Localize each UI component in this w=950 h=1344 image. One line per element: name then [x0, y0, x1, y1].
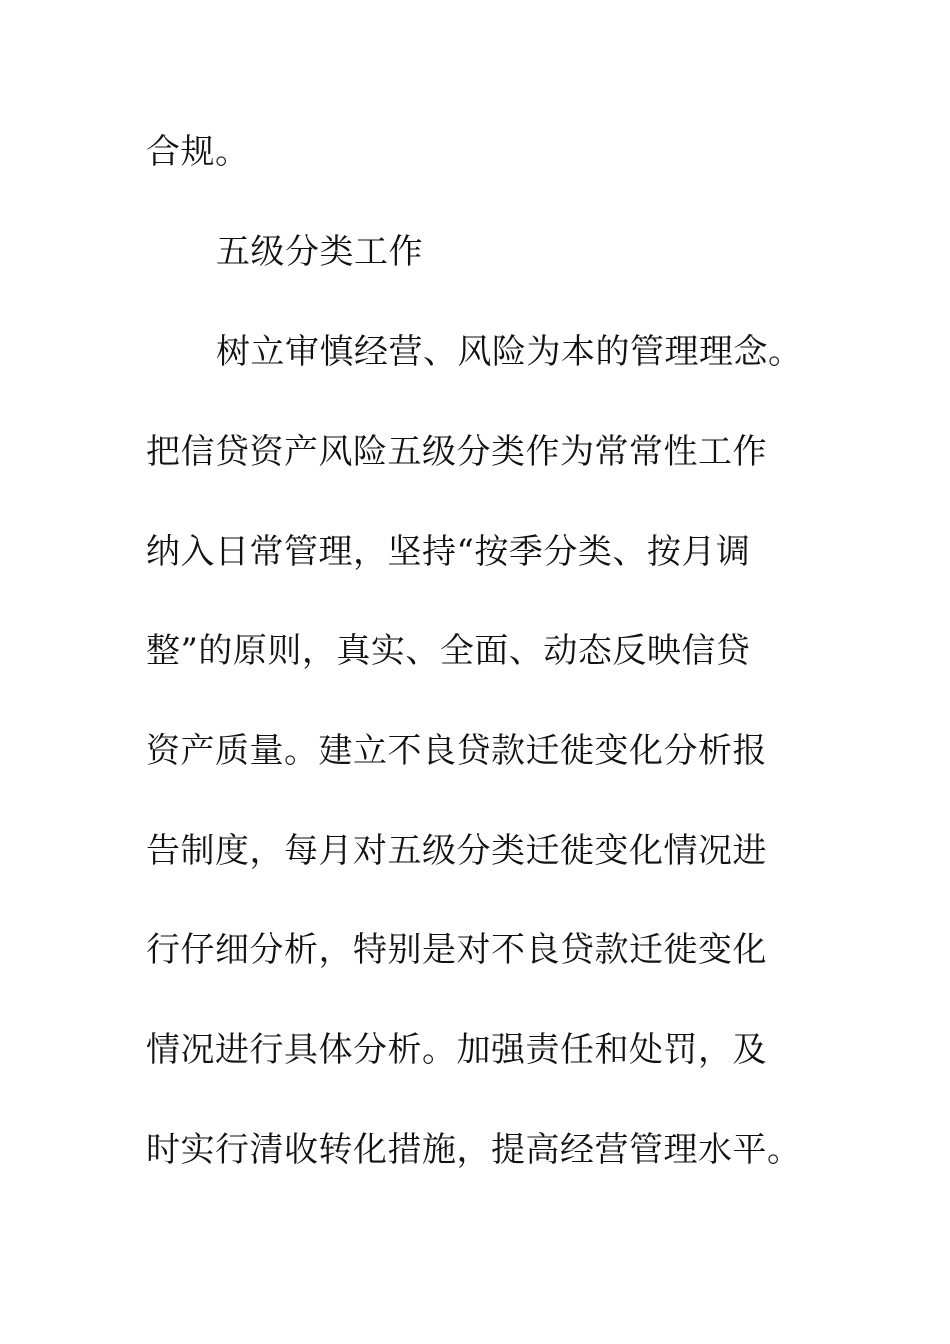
paragraph-line: 把信贷资产风险五级分类作为常常性工作	[146, 432, 767, 472]
section-heading: 五级分类工作	[216, 232, 423, 272]
paragraph-line: 行仔细分析，特别是对不良贷款迁徙变化	[146, 930, 767, 970]
paragraph-line: 纳入日常管理，坚持“按季分类、按月调	[146, 532, 751, 572]
paragraph-line: 情况进行具体分析。加强责任和处罚，及	[146, 1030, 767, 1070]
paragraph-line: 时实行清收转化措施，提高经营管理水平。	[146, 1130, 802, 1170]
paragraph-line: 告制度，每月对五级分类迁徙变化情况进	[146, 831, 767, 871]
paragraph-line: 整”的原则，真实、全面、动态反映信贷	[146, 631, 751, 671]
paragraph-line: 资产质量。建立不良贷款迁徙变化分析报	[146, 731, 767, 771]
paragraph-line: 树立审慎经营、风险为本的管理理念。	[216, 332, 803, 372]
paragraph-line-continuation: 合规。	[146, 132, 250, 172]
